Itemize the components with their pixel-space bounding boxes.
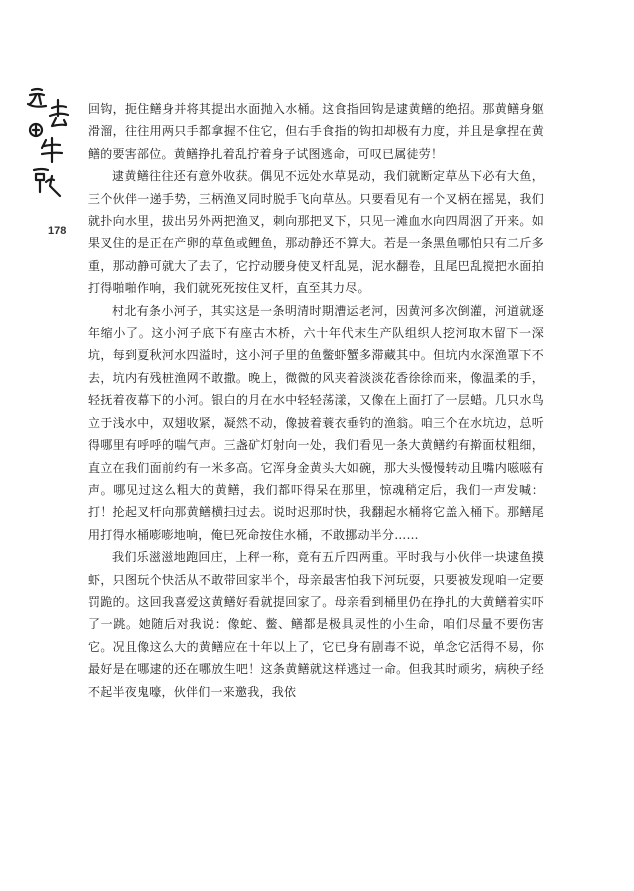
calligraphy-emblem-icon <box>26 86 78 198</box>
paragraph: 逮黄鳝往往还有意外收获。偶见不远处水草晃动，我们就断定草丛下必有大鱼，三个伙伴一递手势，三柄渔叉同时脱手飞向草丛。只要看见有一个叉柄在摇晃，我们就扑向水里，拔出另外两把渔叉，刺向那把叉下，只见一滩血水向四周洇了开来。如果叉住的是正在产卵的草鱼或鲤鱼，那动静还不算大。若是一条黑鱼哪怕只有二斤多重，那动静可就大了去了，它拧动腰身使叉杆乱晃，泥水翻卷，且尾巴乱搅把水面拍打得啪啪作响，我们就死死按住叉杆，直至其力尽。 <box>88 169 544 296</box>
paragraph: 我们乐滋滋地跑回庄，上秤一称，竟有五斤四两重。平时我与小伙伴一块逮鱼摸虾，只图玩个快活从不敢带回家半个，母亲最害怕我下河玩耍，只要被发现咱一定要罚跪的。这回我喜爱这黄鳝好看就提回家了。母亲看到桶里仍在挣扎的大黄鳝着实吓了一跳。她随后对我说：像蛇、鳖、鳝都是极具灵性的小生命，咱们尽量不要伤害它。况且像这么大的黄鳝应在十年以上了，它已身有剧毒不说，单念它活得不易，你最好是在哪逮的还在哪放生吧！这条黄鳝就这样逃过一命。但我其时顽劣，病秧子经不起半夜鬼嚎，伙伴们一来邀我，我依 <box>88 550 544 699</box>
page-number: 178 <box>48 225 67 237</box>
book-title-emblem <box>26 86 78 198</box>
paragraph-continuation: 回钩，扼住鳝身并将其提出水面抛入水桶。这食指回钩是逮黄鳝的绝招。那黄鳝身躯滑溜，往往用两只手都拿握不住它，但右手食指的钩扣却极有力度，并且是拿捏在黄鳝的要害部位。黄鳝挣扎着乱拧着身子试图逃命，可叹已属徒劳！ <box>88 102 544 161</box>
paragraph: 村北有条小河子，其实这是一条明清时期漕运老河，因黄河多次倒灌，河道就逐年缩小了。这小河子底下有座古木桥，六十年代末生产队组织人挖河取木留下一深坑，每到夏秋河水四溢时，这小河子里的鱼鳖虾蟹多滞藏其中。但坑内水深渔罩下不去，坑内有残桩渔网不敢撒。晚上，微微的风夹着淡淡花香徐徐而来，像温柔的手，轻抚着夜幕下的小河。银白的月在水中轻轻荡漾，又像在上面打了一层蜡。几只水鸟立于浅水中，双翅收紧，凝然不动，像披着蓑衣垂钓的渔翁。咱三个在水坑边，总听得哪里有呼呼的喘气声。三盏矿灯射向一处，我们看见一条大黄鳝约有擀面杖粗细，直立在我们面前约有一米多高。它浑身金黄头大如碗，那大头慢慢转动且嘴内嗞嗞有声。哪见过这么粗大的黄鳝，我们都吓得呆在那里，惊魂稍定后，我们一声发喊：打！抡起叉杆向那黄鳝横扫过去。说时迟那时快，我翻起水桶将它盖入桶下。那鳝尾用打得水桶嘭嘭地响，俺巳死命按住水桶，不敢挪动半分…… <box>88 303 544 542</box>
body-text <box>88 98 544 703</box>
